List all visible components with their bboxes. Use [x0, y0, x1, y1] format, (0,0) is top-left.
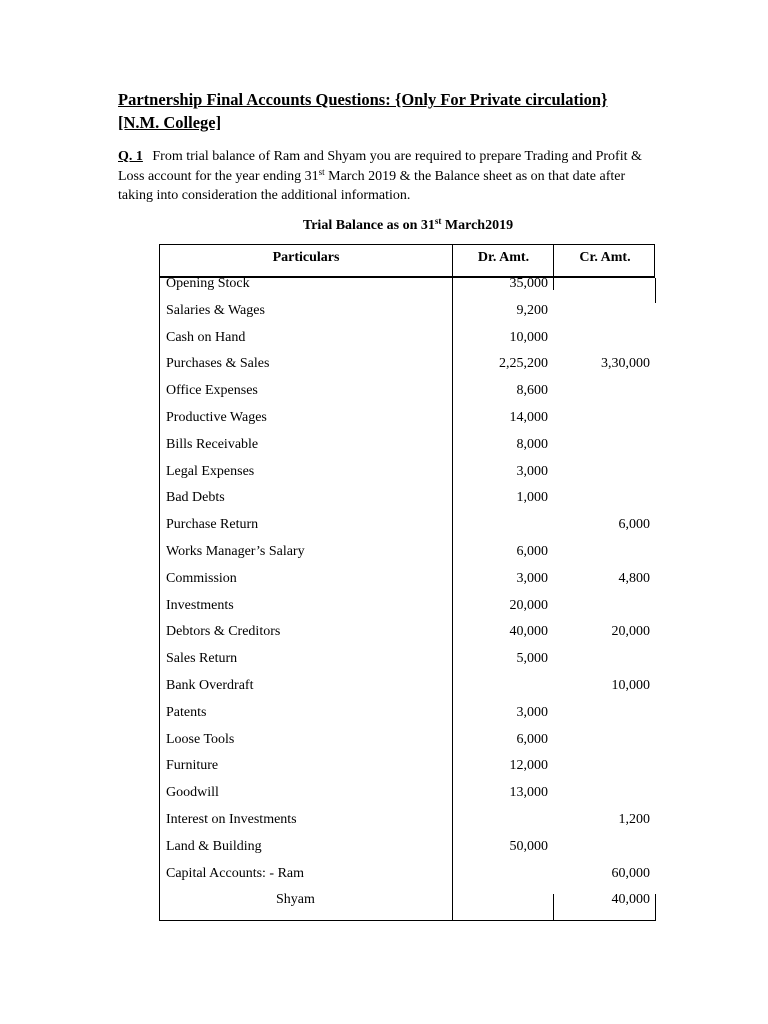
row-dr-amount: 3,000 — [516, 570, 548, 586]
row-dr-amount: 8,000 — [516, 436, 548, 452]
row-cr-amount: 3,30,000 — [601, 356, 650, 372]
row-particular: Sales Return — [166, 651, 238, 667]
table-row — [160, 571, 656, 598]
table-bottom-border — [159, 920, 656, 921]
table-row — [160, 464, 656, 491]
table-row — [160, 866, 656, 893]
table-row — [160, 892, 656, 919]
table-row — [160, 678, 656, 705]
row-particular: Legal Expenses — [166, 463, 255, 479]
header-particulars: Particulars — [272, 250, 340, 265]
caption-part-1: Trial Balance as on 31 — [302, 218, 435, 233]
row-cr-amount: 40,000 — [611, 892, 650, 908]
table-row — [160, 839, 656, 866]
row-particular: Commission — [166, 570, 237, 586]
row-particular: Bills Receivable — [166, 436, 259, 452]
table-row — [160, 785, 656, 812]
table-row — [160, 330, 656, 357]
question-text — [118, 147, 658, 206]
row-particular: Interest on Investments — [166, 812, 297, 827]
row-dr-amount: 6,000 — [516, 544, 548, 559]
table-caption — [160, 218, 656, 234]
row-dr-amount: 3,000 — [516, 704, 548, 720]
question-superscript: st — [318, 166, 325, 177]
row-dr-amount: 50,000 — [509, 838, 548, 854]
row-cr-amount: 20,000 — [611, 624, 650, 640]
title-line-1: Partnership Final Accounts Questions: {Only For Private circulation} — [118, 90, 608, 109]
row-particular: Capital Accounts: - Ram — [166, 865, 305, 881]
header-dr-amount: Dr. Amt. — [452, 245, 554, 277]
row-particular: Cash on Hand — [166, 329, 246, 345]
row-particular: Salaries & Wages — [166, 302, 265, 318]
title-line-2: [N.M. College] — [118, 113, 222, 132]
table-row — [160, 490, 656, 517]
table-row — [160, 624, 656, 651]
header-cr-amount: Cr. Amt. — [553, 245, 656, 277]
row-dr-amount: 5,000 — [516, 651, 548, 667]
caption-part-2: March2019 — [441, 218, 514, 233]
row-dr-amount: 2,25,200 — [499, 356, 548, 372]
table-row — [160, 410, 656, 437]
row-particular: Bad Debts — [166, 490, 225, 506]
table-row — [160, 544, 656, 571]
row-dr-amount: 9,200 — [516, 302, 548, 318]
caption-superscript: st — [434, 216, 442, 226]
row-dr-amount: 12,000 — [509, 758, 548, 774]
row-cr-amount: 6,000 — [618, 517, 650, 533]
row-particular: Bank Overdraft — [166, 678, 254, 693]
question-number: Q. 1 — [118, 149, 143, 164]
row-dr-amount: 40,000 — [509, 624, 548, 640]
question-text-part-1: From trial balance of Ram and Shyam you are required to prepare Trading and Profit & Loss account for the year ending 31 — [118, 149, 642, 184]
row-particular: Debtors & Creditors — [166, 624, 281, 640]
row-dr-amount: 13,000 — [509, 785, 548, 801]
question-text-part-2: March 2019 & the Balance sheet as on that date after taking into consideration the additional information. — [118, 168, 626, 203]
table-row — [160, 812, 656, 839]
table-row — [160, 732, 656, 759]
table-row — [160, 705, 656, 732]
row-particular: Shyam — [276, 892, 315, 908]
row-dr-amount: 14,000 — [509, 410, 548, 425]
row-particular: Patents — [166, 704, 207, 720]
table-header — [159, 244, 655, 278]
row-particular: Works Manager’s Salary — [166, 544, 305, 559]
row-cr-amount: 1,200 — [618, 812, 650, 827]
row-cr-amount: 60,000 — [611, 865, 650, 881]
row-particular: Purchases & Sales — [166, 356, 270, 372]
row-dr-amount: 35,000 — [509, 276, 548, 291]
row-particular: Land & Building — [166, 838, 262, 854]
row-particular: Furniture — [166, 758, 219, 774]
table-row — [160, 383, 656, 410]
row-particular: Office Expenses — [166, 383, 258, 399]
row-particular: Productive Wages — [166, 410, 267, 425]
table-row — [160, 598, 656, 625]
row-dr-amount: 3,000 — [516, 463, 548, 479]
row-particular: Investments — [166, 597, 234, 613]
document-title — [118, 88, 678, 134]
table-row — [160, 356, 656, 383]
table-row — [160, 437, 656, 464]
row-particular: Purchase Return — [166, 517, 259, 533]
row-dr-amount: 8,600 — [516, 383, 548, 399]
row-particular: Loose Tools — [166, 731, 235, 747]
row-dr-amount: 6,000 — [516, 731, 548, 747]
row-dr-amount: 10,000 — [509, 329, 548, 345]
row-cr-amount: 10,000 — [611, 678, 650, 693]
table-row — [160, 303, 656, 330]
table-row — [160, 758, 656, 785]
row-dr-amount: 1,000 — [516, 490, 548, 506]
row-cr-amount: 4,800 — [618, 570, 650, 586]
row-dr-amount: 20,000 — [509, 597, 548, 613]
table-row — [160, 276, 656, 303]
row-particular: Goodwill — [166, 785, 219, 801]
row-particular: Opening Stock — [166, 276, 250, 291]
table-row — [160, 651, 656, 678]
table-row — [160, 517, 656, 544]
